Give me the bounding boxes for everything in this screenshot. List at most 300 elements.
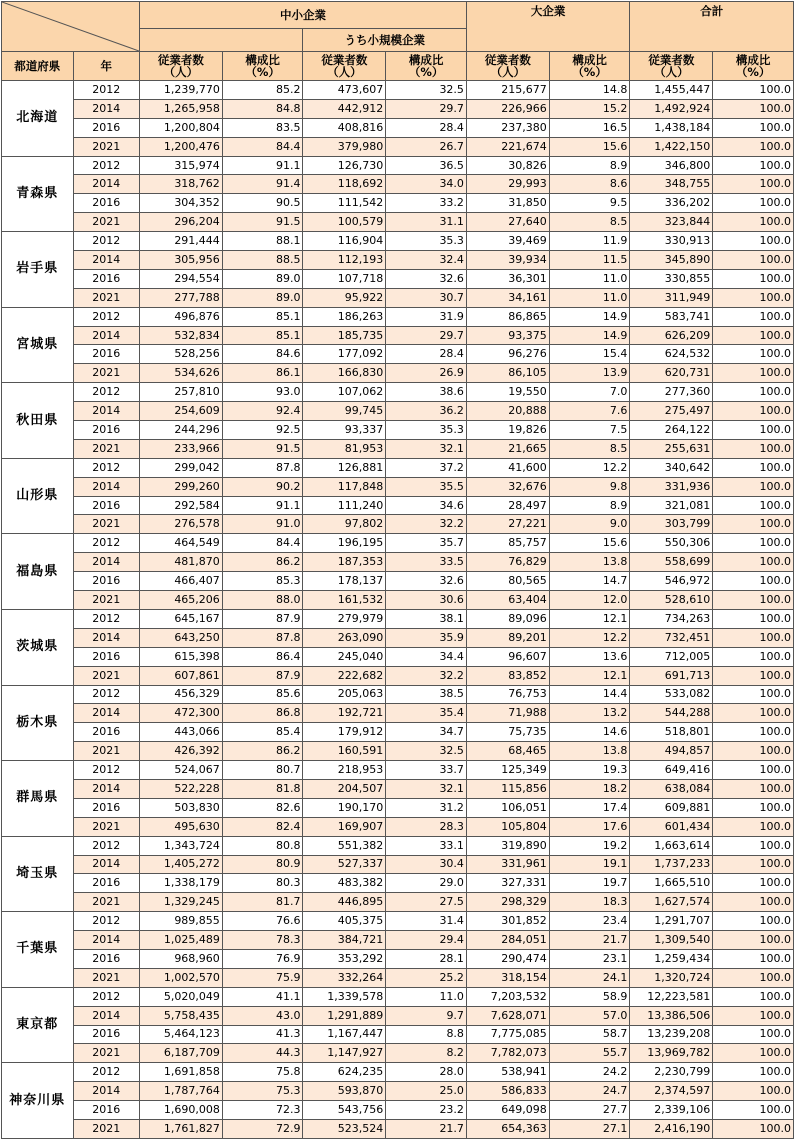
large-employees-cell: 32,676 <box>466 477 549 496</box>
year-cell: 2016 <box>73 194 139 213</box>
total-ratio-cell: 100.0 <box>713 704 794 723</box>
total-ratio-cell: 100.0 <box>713 421 794 440</box>
table-row <box>2 591 794 610</box>
large-ratio-cell: 15.4 <box>549 345 630 364</box>
large-ratio-cell: 13.6 <box>549 647 630 666</box>
table-row <box>2 496 794 515</box>
large-ratio-cell: 12.2 <box>549 628 630 647</box>
sme-employees-cell: 315,974 <box>140 156 223 175</box>
sme-ratio-cell: 92.5 <box>222 421 303 440</box>
small-ratio-cell: 9.7 <box>386 1006 467 1025</box>
total-ratio-cell: 100.0 <box>713 1082 794 1101</box>
sme-employees-cell: 254,609 <box>140 402 223 421</box>
total-ratio-cell: 100.0 <box>713 817 794 836</box>
small-ratio-cell: 34.0 <box>386 175 467 194</box>
large-employees-cell: 93,375 <box>466 326 549 345</box>
large-ratio-cell: 21.7 <box>549 931 630 950</box>
sme-employees-cell: 456,329 <box>140 685 223 704</box>
sme-employees-cell: 426,392 <box>140 742 223 761</box>
large-employees-cell: 586,833 <box>466 1082 549 1101</box>
table-row <box>2 912 794 931</box>
year-cell: 2014 <box>73 1082 139 1101</box>
small-ratio-cell: 30.4 <box>386 855 467 874</box>
small-ratio-cell: 32.6 <box>386 269 467 288</box>
total-ratio-cell: 100.0 <box>713 137 794 156</box>
small-ratio-cell: 25.0 <box>386 1082 467 1101</box>
large-ratio-cell: 13.2 <box>549 704 630 723</box>
table-row <box>2 383 794 402</box>
table-row <box>2 194 794 213</box>
small-employees-cell: 446,895 <box>303 893 386 912</box>
small-employees-cell: 179,912 <box>303 723 386 742</box>
sme-ratio-cell: 76.6 <box>222 912 303 931</box>
small-employees-cell: 543,756 <box>303 1101 386 1120</box>
table-row <box>2 987 794 1006</box>
sme-employees-cell: 522,228 <box>140 779 223 798</box>
small-employees-cell: 177,092 <box>303 345 386 364</box>
sme-ratio-cell: 85.1 <box>222 326 303 345</box>
large-ratio-cell: 24.7 <box>549 1082 630 1101</box>
small-employees-cell: 408,816 <box>303 118 386 137</box>
total-employees-cell: 518,801 <box>630 723 713 742</box>
small-ratio-cell: 30.6 <box>386 591 467 610</box>
table-row <box>2 685 794 704</box>
table-row <box>2 345 794 364</box>
total-ratio-cell: 100.0 <box>713 156 794 175</box>
table-row <box>2 175 794 194</box>
large-employees-cell: 27,221 <box>466 515 549 534</box>
large-employees-cell: 28,497 <box>466 496 549 515</box>
year-cell: 2012 <box>73 609 139 628</box>
year-cell: 2012 <box>73 685 139 704</box>
year-cell: 2021 <box>73 213 139 232</box>
small-ratio-cell: 37.2 <box>386 458 467 477</box>
table-row <box>2 1025 794 1044</box>
total-ratio-cell: 100.0 <box>713 118 794 137</box>
table-row <box>2 1006 794 1025</box>
sme-employees-cell: 244,296 <box>140 421 223 440</box>
total-employees-cell: 330,855 <box>630 269 713 288</box>
total-ratio-cell: 100.0 <box>713 628 794 647</box>
large-ratio-cell: 12.1 <box>549 609 630 628</box>
total-employees-cell: 1,663,614 <box>630 836 713 855</box>
small-employees-cell: 279,979 <box>303 609 386 628</box>
small-ratio-cell: 35.4 <box>386 704 467 723</box>
large-employees-cell: 86,105 <box>466 364 549 383</box>
year-cell: 2014 <box>73 477 139 496</box>
small-ratio-cell: 32.5 <box>386 81 467 100</box>
large-employees-cell: 39,469 <box>466 232 549 251</box>
total-header: 合計 <box>630 2 794 52</box>
total-ratio-cell: 100.0 <box>713 855 794 874</box>
total-ratio-cell: 100.0 <box>713 402 794 421</box>
sme-employees-cell: 5,758,435 <box>140 1006 223 1025</box>
prefecture-cell: 栃木県 <box>2 685 74 761</box>
table-row <box>2 307 794 326</box>
small-employees-cell: 178,137 <box>303 572 386 591</box>
corner-diagonal <box>2 2 139 51</box>
large-ratio-cell: 14.6 <box>549 723 630 742</box>
small-ratio-cell: 32.2 <box>386 666 467 685</box>
sme-ratio-cell: 87.8 <box>222 458 303 477</box>
small-ratio-cell: 38.5 <box>386 685 467 704</box>
large-ratio-cell: 14.9 <box>549 326 630 345</box>
small-employees-cell: 384,721 <box>303 931 386 950</box>
prefecture-cell: 東京都 <box>2 987 74 1063</box>
total-employees-cell: 264,122 <box>630 421 713 440</box>
small-ratio-cell: 31.1 <box>386 213 467 232</box>
sme-employees-cell: 1,239,770 <box>140 81 223 100</box>
large-employees-header: 従業者数 （人） <box>466 52 549 81</box>
small-employees-cell: 190,170 <box>303 798 386 817</box>
table-body <box>2 81 794 1139</box>
sme-ratio-cell: 85.2 <box>222 81 303 100</box>
total-employees-cell: 340,642 <box>630 458 713 477</box>
total-ratio-cell: 100.0 <box>713 874 794 893</box>
large-ratio-cell: 55.7 <box>549 1044 630 1063</box>
table-row <box>2 817 794 836</box>
sme-employees-cell: 607,861 <box>140 666 223 685</box>
large-ratio-cell: 15.6 <box>549 137 630 156</box>
table-row <box>2 251 794 270</box>
total-employees-cell: 277,360 <box>630 383 713 402</box>
large-ratio-cell: 17.6 <box>549 817 630 836</box>
large-ratio-cell: 14.9 <box>549 307 630 326</box>
total-ratio-header: 構成比 （%） <box>713 52 794 81</box>
large-ratio-cell: 14.4 <box>549 685 630 704</box>
year-cell: 2021 <box>73 666 139 685</box>
sme-ratio-cell: 88.0 <box>222 591 303 610</box>
small-employees-cell: 442,912 <box>303 99 386 118</box>
year-cell: 2021 <box>73 742 139 761</box>
small-ratio-cell: 25.2 <box>386 968 467 987</box>
small-employees-cell: 161,532 <box>303 591 386 610</box>
small-employees-header: 従業者数 （人） <box>303 52 386 81</box>
large-ratio-cell: 7.6 <box>549 402 630 421</box>
large-ratio-cell: 8.6 <box>549 175 630 194</box>
small-ratio-cell: 8.2 <box>386 1044 467 1063</box>
large-employees-cell: 125,349 <box>466 761 549 780</box>
table-row <box>2 647 794 666</box>
total-ratio-cell: 100.0 <box>713 685 794 704</box>
year-cell: 2014 <box>73 628 139 647</box>
total-ratio-cell: 100.0 <box>713 194 794 213</box>
small-employees-cell: 93,337 <box>303 421 386 440</box>
prefecture-cell: 茨城県 <box>2 609 74 685</box>
large-ratio-cell: 13.9 <box>549 364 630 383</box>
large-employees-cell: 86,865 <box>466 307 549 326</box>
table-row <box>2 137 794 156</box>
sme-employees-cell: 481,870 <box>140 553 223 572</box>
sme-ratio-cell: 84.6 <box>222 345 303 364</box>
sme-ratio-cell: 87.8 <box>222 628 303 647</box>
year-cell: 2014 <box>73 704 139 723</box>
small-ratio-cell: 32.4 <box>386 251 467 270</box>
year-cell: 2021 <box>73 1119 139 1138</box>
small-employees-cell: 99,745 <box>303 402 386 421</box>
sme-ratio-cell: 85.3 <box>222 572 303 591</box>
sme-ratio-cell: 85.4 <box>222 723 303 742</box>
sme-ratio-cell: 76.9 <box>222 949 303 968</box>
table-row <box>2 742 794 761</box>
total-employees-cell: 1,422,150 <box>630 137 713 156</box>
large-ratio-cell: 19.2 <box>549 836 630 855</box>
small-employees-cell: 205,063 <box>303 685 386 704</box>
sme-ratio-cell: 86.2 <box>222 553 303 572</box>
large-employees-cell: 76,753 <box>466 685 549 704</box>
total-employees-cell: 311,949 <box>630 288 713 307</box>
year-cell: 2016 <box>73 345 139 364</box>
large-employees-cell: 29,993 <box>466 175 549 194</box>
large-employees-cell: 115,856 <box>466 779 549 798</box>
large-ratio-cell: 14.7 <box>549 572 630 591</box>
small-employees-cell: 218,953 <box>303 761 386 780</box>
small-ratio-cell: 31.4 <box>386 912 467 931</box>
total-ratio-cell: 100.0 <box>713 383 794 402</box>
table-row <box>2 118 794 137</box>
total-employees-cell: 323,844 <box>630 213 713 232</box>
sme-employees-cell: 496,876 <box>140 307 223 326</box>
large-ratio-cell: 9.0 <box>549 515 630 534</box>
prefecture-cell: 青森県 <box>2 156 74 232</box>
year-cell: 2014 <box>73 175 139 194</box>
sme-ratio-cell: 90.5 <box>222 194 303 213</box>
employees-by-prefecture-table <box>1 1 794 1139</box>
table-row <box>2 213 794 232</box>
sme-employees-cell: 299,042 <box>140 458 223 477</box>
large-ratio-cell: 7.0 <box>549 383 630 402</box>
total-ratio-cell: 100.0 <box>713 1044 794 1063</box>
small-employees-cell: 1,339,578 <box>303 987 386 1006</box>
sme-ratio-cell: 85.6 <box>222 685 303 704</box>
large-employees-cell: 215,677 <box>466 81 549 100</box>
large-employees-cell: 27,640 <box>466 213 549 232</box>
sme-employees-cell: 1,405,272 <box>140 855 223 874</box>
total-employees-cell: 546,972 <box>630 572 713 591</box>
prefecture-cell: 岩手県 <box>2 232 74 308</box>
year-cell: 2021 <box>73 1044 139 1063</box>
small-employees-cell: 353,292 <box>303 949 386 968</box>
large-ratio-cell: 8.9 <box>549 496 630 515</box>
table-row <box>2 553 794 572</box>
large-employees-cell: 301,852 <box>466 912 549 931</box>
small-ratio-cell: 34.6 <box>386 496 467 515</box>
small-employees-cell: 107,718 <box>303 269 386 288</box>
large-employees-cell: 226,966 <box>466 99 549 118</box>
sme-ratio-cell: 91.1 <box>222 156 303 175</box>
large-ratio-cell: 19.3 <box>549 761 630 780</box>
sme-ratio-cell: 84.4 <box>222 137 303 156</box>
large-ratio-cell: 18.3 <box>549 893 630 912</box>
small-ratio-cell: 26.9 <box>386 364 467 383</box>
table-row <box>2 477 794 496</box>
small-ratio-cell: 33.1 <box>386 836 467 855</box>
small-employees-cell: 222,682 <box>303 666 386 685</box>
sme-employees-cell: 1,329,245 <box>140 893 223 912</box>
sme-employees-cell: 1,265,958 <box>140 99 223 118</box>
year-cell: 2014 <box>73 779 139 798</box>
small-ratio-cell: 35.7 <box>386 534 467 553</box>
small-employees-cell: 186,263 <box>303 307 386 326</box>
small-employees-cell: 551,382 <box>303 836 386 855</box>
total-employees-cell: 624,532 <box>630 345 713 364</box>
table-row <box>2 99 794 118</box>
table-row <box>2 931 794 950</box>
sme-employees-cell: 291,444 <box>140 232 223 251</box>
large-employees-cell: 89,201 <box>466 628 549 647</box>
small-employees-cell: 624,235 <box>303 1063 386 1082</box>
year-cell: 2012 <box>73 912 139 931</box>
table-row <box>2 156 794 175</box>
prefecture-cell: 群馬県 <box>2 761 74 837</box>
total-employees-cell: 2,230,799 <box>630 1063 713 1082</box>
year-cell: 2012 <box>73 836 139 855</box>
table-row <box>2 326 794 345</box>
small-employees-cell: 245,040 <box>303 647 386 666</box>
total-ratio-cell: 100.0 <box>713 987 794 1006</box>
total-employees-cell: 321,081 <box>630 496 713 515</box>
large-ratio-cell: 8.5 <box>549 439 630 458</box>
total-employees-cell: 336,202 <box>630 194 713 213</box>
year-cell: 2012 <box>73 307 139 326</box>
sme-employees-cell: 464,549 <box>140 534 223 553</box>
total-ratio-cell: 100.0 <box>713 232 794 251</box>
large-employees-cell: 649,098 <box>466 1101 549 1120</box>
total-ratio-cell: 100.0 <box>713 591 794 610</box>
total-ratio-cell: 100.0 <box>713 99 794 118</box>
table-row <box>2 761 794 780</box>
sme-ratio-cell: 44.3 <box>222 1044 303 1063</box>
total-ratio-cell: 100.0 <box>713 345 794 364</box>
table-row <box>2 949 794 968</box>
sme-ratio-cell: 72.3 <box>222 1101 303 1120</box>
year-cell: 2016 <box>73 949 139 968</box>
small-employees-cell: 116,904 <box>303 232 386 251</box>
large-employees-cell: 19,550 <box>466 383 549 402</box>
year-cell: 2016 <box>73 723 139 742</box>
total-employees-cell: 533,082 <box>630 685 713 704</box>
sme-ratio-cell: 92.4 <box>222 402 303 421</box>
total-ratio-cell: 100.0 <box>713 912 794 931</box>
year-cell: 2012 <box>73 534 139 553</box>
large-employees-cell: 80,565 <box>466 572 549 591</box>
total-employees-cell: 1,259,434 <box>630 949 713 968</box>
sme-ratio-cell: 84.8 <box>222 99 303 118</box>
sme-ratio-cell: 86.1 <box>222 364 303 383</box>
large-ratio-cell: 24.1 <box>549 968 630 987</box>
large-employees-cell: 284,051 <box>466 931 549 950</box>
table-row <box>2 628 794 647</box>
year-cell: 2014 <box>73 855 139 874</box>
sme-ratio-cell: 89.0 <box>222 288 303 307</box>
small-employees-cell: 263,090 <box>303 628 386 647</box>
sme-ratio-cell: 91.4 <box>222 175 303 194</box>
large-employees-cell: 96,276 <box>466 345 549 364</box>
large-ratio-cell: 58.7 <box>549 1025 630 1044</box>
total-employees-cell: 346,800 <box>630 156 713 175</box>
sme-employees-cell: 305,956 <box>140 251 223 270</box>
table-row <box>2 439 794 458</box>
year-cell: 2014 <box>73 553 139 572</box>
table-row <box>2 1101 794 1120</box>
large-employees-cell: 34,161 <box>466 288 549 307</box>
total-employees-cell: 609,881 <box>630 798 713 817</box>
total-employees-cell: 348,755 <box>630 175 713 194</box>
small-employees-cell: 111,240 <box>303 496 386 515</box>
sme-ratio-cell: 84.4 <box>222 534 303 553</box>
large-employees-cell: 31,850 <box>466 194 549 213</box>
sme-employees-cell: 465,206 <box>140 591 223 610</box>
table-row <box>2 458 794 477</box>
large-ratio-header: 構成比 （%） <box>549 52 630 81</box>
sme-ratio-cell: 87.9 <box>222 666 303 685</box>
total-employees-header: 従業者数 （人） <box>630 52 713 81</box>
total-employees-cell: 638,084 <box>630 779 713 798</box>
total-ratio-cell: 100.0 <box>713 742 794 761</box>
large-ratio-cell: 16.5 <box>549 118 630 137</box>
total-ratio-cell: 100.0 <box>713 647 794 666</box>
sme-ratio-cell: 83.5 <box>222 118 303 137</box>
sme-employees-cell: 5,464,123 <box>140 1025 223 1044</box>
sme-employees-cell: 1,025,489 <box>140 931 223 950</box>
year-cell: 2021 <box>73 364 139 383</box>
small-ratio-cell: 32.1 <box>386 439 467 458</box>
total-ratio-cell: 100.0 <box>713 968 794 987</box>
total-employees-cell: 330,913 <box>630 232 713 251</box>
sme-employees-cell: 495,630 <box>140 817 223 836</box>
total-employees-cell: 345,890 <box>630 251 713 270</box>
sme-employees-cell: 277,788 <box>140 288 223 307</box>
large-ratio-cell: 12.0 <box>549 591 630 610</box>
year-cell: 2021 <box>73 591 139 610</box>
sme-ratio-cell: 91.1 <box>222 496 303 515</box>
year-cell: 2016 <box>73 1025 139 1044</box>
total-ratio-cell: 100.0 <box>713 1025 794 1044</box>
small-ratio-cell: 33.5 <box>386 553 467 572</box>
table-row <box>2 1044 794 1063</box>
total-ratio-cell: 100.0 <box>713 836 794 855</box>
large-ratio-cell: 9.5 <box>549 194 630 213</box>
year-cell: 2021 <box>73 137 139 156</box>
sme-employees-cell: 294,554 <box>140 269 223 288</box>
total-employees-cell: 620,731 <box>630 364 713 383</box>
total-employees-cell: 1,309,540 <box>630 931 713 950</box>
small-ratio-cell: 30.7 <box>386 288 467 307</box>
prefecture-cell: 千葉県 <box>2 912 74 988</box>
sme-employees-cell: 443,066 <box>140 723 223 742</box>
small-ratio-cell: 29.0 <box>386 874 467 893</box>
prefecture-cell: 神奈川県 <box>2 1063 74 1139</box>
total-ratio-cell: 100.0 <box>713 439 794 458</box>
sme-ratio-cell: 87.9 <box>222 609 303 628</box>
large-employees-cell: 30,826 <box>466 156 549 175</box>
large-employees-cell: 21,665 <box>466 439 549 458</box>
year-cell: 2012 <box>73 458 139 477</box>
table-row <box>2 364 794 383</box>
small-employees-cell: 204,507 <box>303 779 386 798</box>
total-employees-cell: 494,857 <box>630 742 713 761</box>
small-employees-cell: 527,337 <box>303 855 386 874</box>
total-ratio-cell: 100.0 <box>713 553 794 572</box>
large-employees-cell: 237,380 <box>466 118 549 137</box>
total-employees-cell: 544,288 <box>630 704 713 723</box>
total-ratio-cell: 100.0 <box>713 477 794 496</box>
small-employees-cell: 1,167,447 <box>303 1025 386 1044</box>
sme-header: 中小企業 <box>140 2 467 29</box>
sme-employees-cell: 318,762 <box>140 175 223 194</box>
sme-employees-cell: 257,810 <box>140 383 223 402</box>
sme-ratio-header: 構成比 （%） <box>222 52 303 81</box>
